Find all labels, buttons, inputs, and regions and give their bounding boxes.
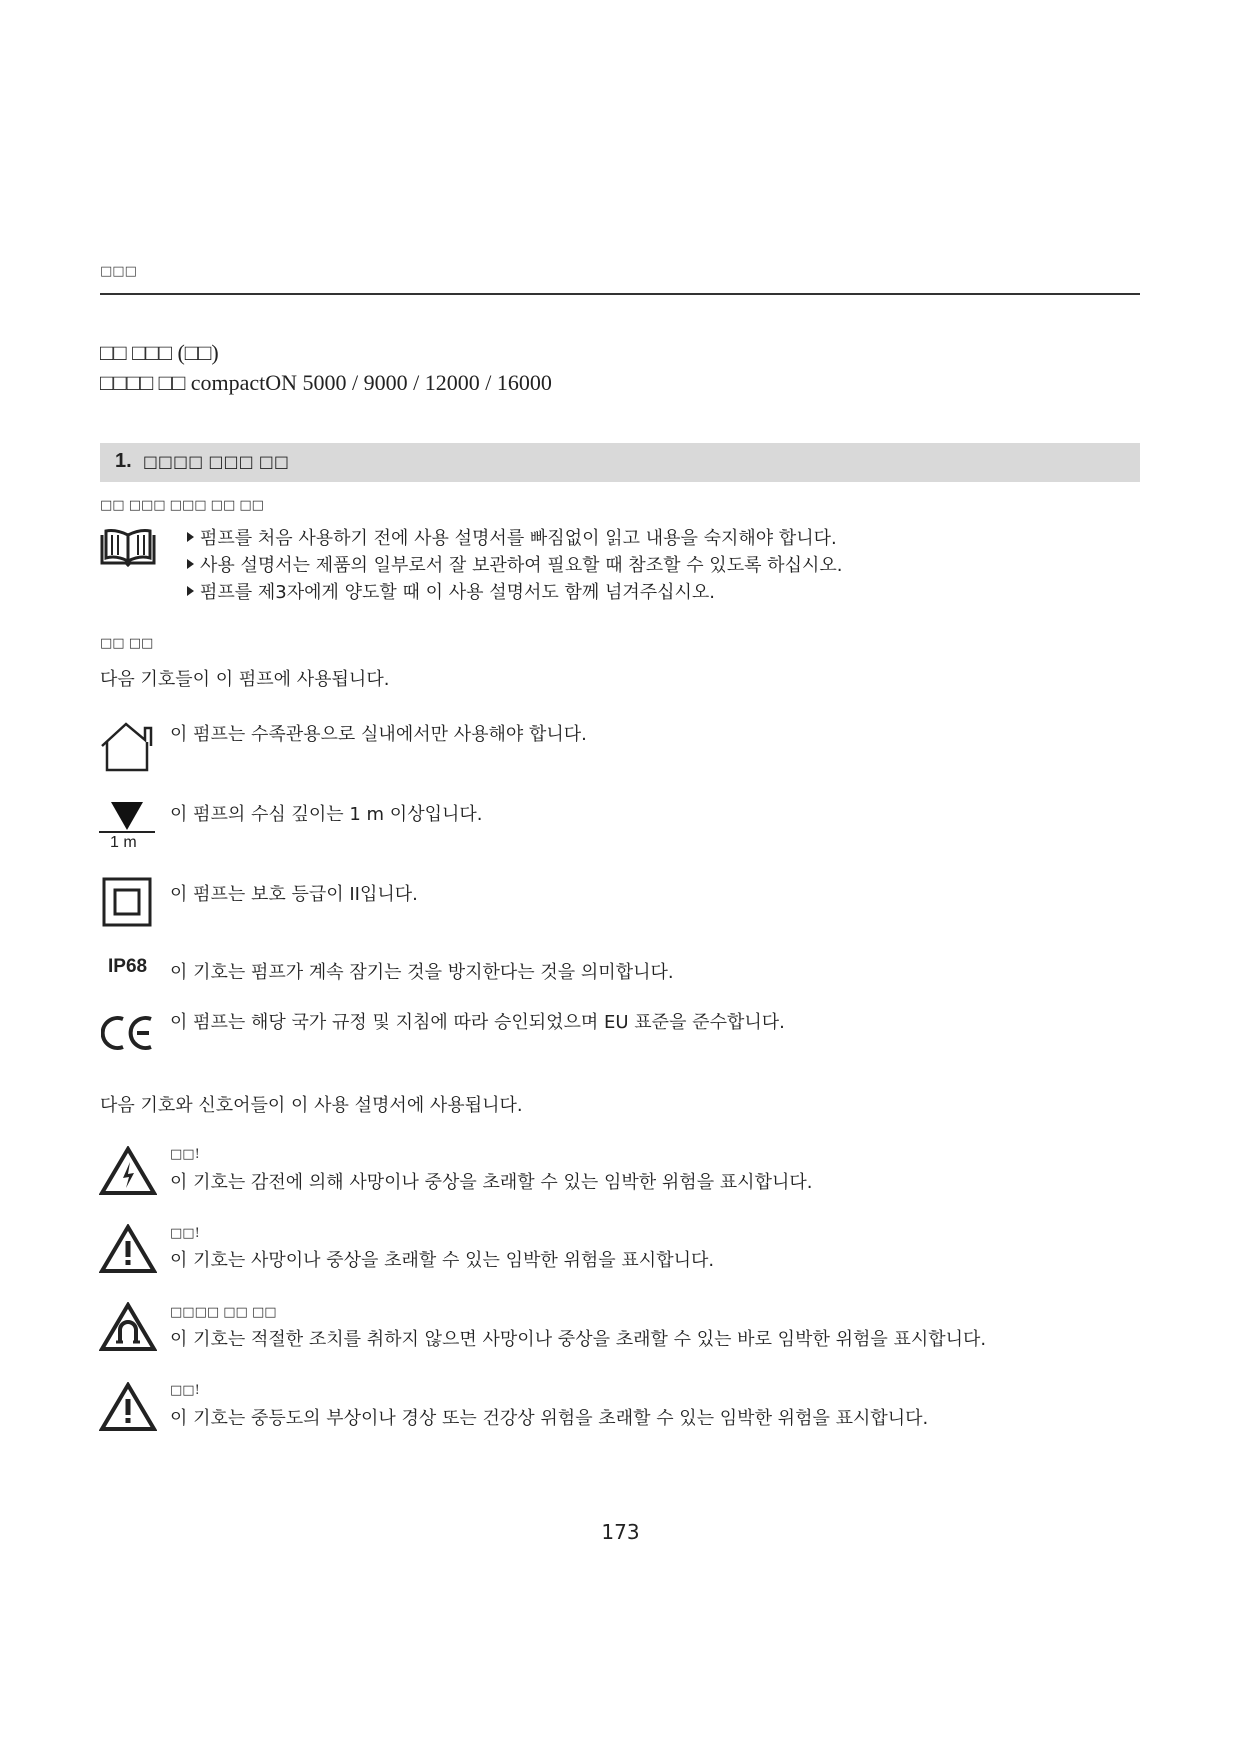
symbol-text-protection: 이 펌프는 보호 등급이 II입니다.: [170, 884, 418, 905]
symbol-text-house: 이 펌프는 수족관용으로 실내에서만 사용해야 합니다.: [170, 724, 587, 745]
manual-bullet-1: 펌프를 처음 사용하기 전에 사용 설명서를 빠짐없이 읽고 내용을 숙지해야 합니다.: [187, 524, 837, 550]
header-label: □□□: [100, 264, 137, 279]
depth-line: [99, 831, 155, 833]
signal-heading-4: □□!: [170, 1383, 200, 1398]
manual-note-label: □□ □□□ □□□ □□ □□: [100, 498, 264, 513]
page-number: 173: [601, 1520, 640, 1544]
warning-exclamation-icon: [99, 1224, 157, 1274]
symbols-intro: 다음 기호들이 이 펌프에 사용됩니다.: [100, 669, 390, 690]
signal-heading-2: □□!: [170, 1226, 200, 1241]
signal-text-3: 이 기호는 적절한 조치를 취하지 않으면 사망이나 중상을 초래할 수 있는 바로 임박한 위험을 표시합니다.: [170, 1329, 987, 1350]
signal-text-1: 이 기호는 감전에 의해 사망이나 중상을 초래할 수 있는 임박한 위험을 표시합니다.: [170, 1172, 813, 1193]
house-icon: [99, 720, 155, 774]
signal-text-2: 이 기호는 사망이나 중상을 초래할 수 있는 임박한 위험을 표시합니다.: [170, 1250, 715, 1271]
depth-caption: 1 m: [110, 834, 137, 851]
signal-heading-3: □□□□ □□ □□: [170, 1305, 277, 1320]
symbols-label: □□ □□: [100, 636, 154, 651]
signal-words-intro: 다음 기호와 신호어들이 이 사용 설명서에 사용됩니다.: [100, 1095, 523, 1116]
signal-heading-1: □□!: [170, 1147, 200, 1162]
manual-book-icon: [98, 527, 158, 567]
ce-mark-icon: [101, 1013, 157, 1053]
section-number: 1.: [115, 450, 132, 472]
manual-bullet-2: 사용 설명서는 제품의 일부로서 잘 보관하여 필요할 때 참조할 수 있도록 하십시오.: [187, 551, 842, 577]
section-heading: [115, 450, 289, 473]
section-heading-bar: [100, 443, 1140, 482]
electric-hazard-icon: [99, 1146, 157, 1196]
document-title-line2: □□□□ □□ compactON 5000 / 9000 / 12000 / 16000: [100, 370, 552, 395]
depth-1m-icon: [99, 800, 155, 832]
symbol-text-ip68: 이 기호는 펌프가 계속 잠기는 것을 방지한다는 것을 의미합니다.: [170, 962, 674, 983]
section-title: □□□□ □□□ □□: [142, 452, 290, 471]
document-title-line1: □□ □□□ (□□): [100, 340, 219, 365]
magnetic-hazard-icon: [99, 1302, 157, 1352]
symbol-text-depth: 이 펌프의 수심 깊이는 1 m 이상입니다.: [170, 804, 483, 825]
signal-text-4: 이 기호는 중등도의 부상이나 경상 또는 건강상 위험을 초래할 수 있는 임박한 위험을 표시합니다.: [170, 1408, 929, 1429]
manual-bullet-3: 펌프를 제3자에게 양도할 때 이 사용 설명서도 함께 넘겨주십시오.: [187, 578, 715, 604]
caution-exclamation-icon: [99, 1382, 157, 1432]
symbol-text-ce: 이 펌프는 해당 국가 규정 및 지침에 따라 승인되었으며 EU 표준을 준수합니다.: [170, 1012, 785, 1033]
document-title: [100, 338, 552, 398]
ip68-label: IP68: [108, 956, 148, 977]
protection-class-ii-icon: [102, 877, 152, 927]
header-rule: [100, 293, 1140, 295]
